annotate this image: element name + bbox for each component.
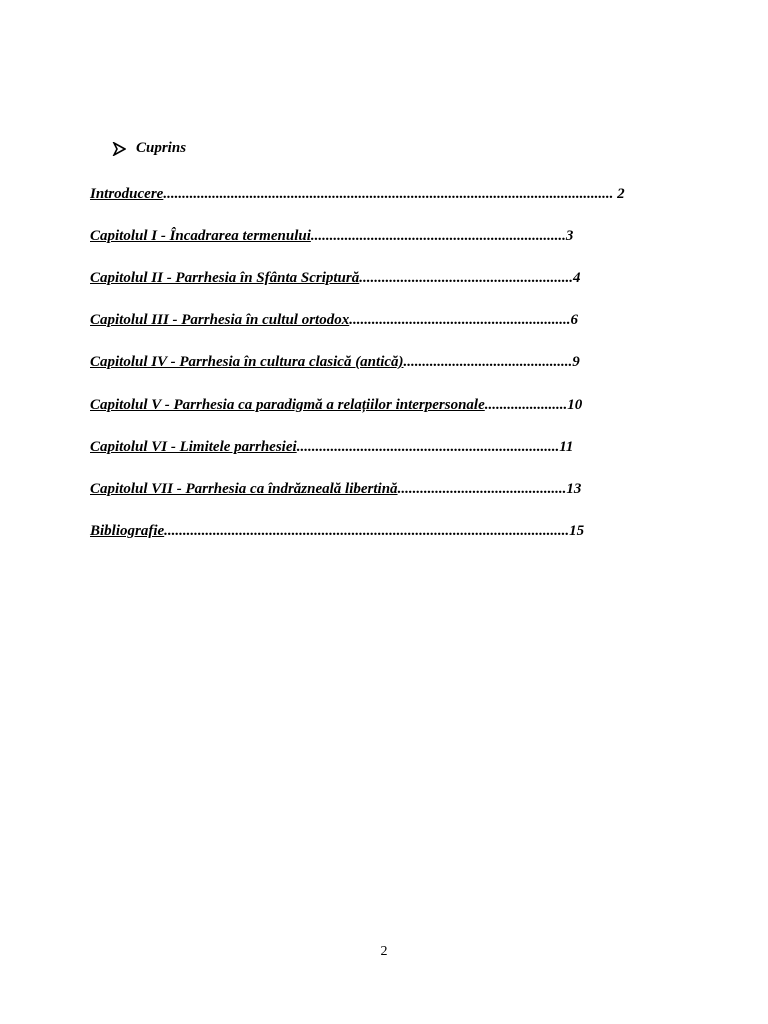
toc-entry-bibliography[interactable] bbox=[90, 522, 584, 540]
toc-entry-leader: ............................................. bbox=[397, 481, 567, 497]
toc-entry-page: 3 bbox=[565, 228, 574, 244]
toc-entry-page: 6 bbox=[570, 312, 578, 328]
toc-entry-title: Bibliografie bbox=[90, 523, 165, 539]
toc-entry-chapter-6[interactable] bbox=[90, 438, 573, 456]
toc-entry-chapter-4[interactable] bbox=[90, 353, 580, 371]
toc-entry-leader: ......................................................... bbox=[359, 270, 573, 286]
toc-heading bbox=[112, 140, 186, 157]
toc-entry-chapter-3[interactable] bbox=[90, 311, 578, 329]
toc-entry-leader: ............................................................................................................ bbox=[164, 523, 570, 539]
toc-entry-chapter-1[interactable] bbox=[90, 227, 573, 245]
toc-entry-leader: ........................................................... bbox=[349, 312, 571, 328]
toc-entry-chapter-2[interactable] bbox=[90, 269, 581, 287]
toc-entry-title: Capitolul V - Parrhesia ca paradigmă a relațiilor interpersonale bbox=[90, 397, 485, 413]
toc-entry-introduction[interactable] bbox=[90, 185, 625, 203]
toc-entry-title: Capitolul II - Parrhesia în Sfânta Scriptură bbox=[90, 270, 360, 286]
toc-entry-title: Capitolul VI - Limitele parrhesiei bbox=[90, 439, 297, 455]
page-number: 2 bbox=[380, 944, 388, 959]
toc-entry-page: 4 bbox=[573, 270, 581, 286]
toc-entry-page: 9 bbox=[572, 354, 580, 370]
toc-entry-title: Capitolul IV - Parrhesia în cultura clasică (antică) bbox=[90, 354, 404, 370]
toc-entry-leader: ...................................................................... bbox=[296, 439, 560, 455]
toc-entry-leader: .................................................................... bbox=[310, 228, 566, 244]
toc-entry-title: Capitolul III - Parrhesia în cultul ortodox bbox=[90, 312, 350, 328]
toc-entry-chapter-7[interactable] bbox=[90, 480, 581, 498]
toc-entry-title: Capitolul VII - Parrhesia ca îndrăzneală libertină bbox=[90, 481, 398, 497]
toc-entry-page: 15 bbox=[569, 523, 585, 539]
toc-entry-leader: ...................... bbox=[484, 397, 568, 413]
toc-entry-title: Introducere bbox=[90, 186, 164, 202]
toc-entry-page: 13 bbox=[566, 481, 582, 497]
toc-entry-page: 10 bbox=[567, 397, 583, 413]
toc-entry-page: 11 bbox=[559, 439, 574, 455]
toc-entry-page: 2 bbox=[613, 186, 625, 202]
toc-entry-leader: ............................................. bbox=[403, 354, 573, 370]
toc-entry-leader: ........................................................................................................................ bbox=[163, 186, 614, 202]
toc-entry-title: Capitolul I - Încadrarea termenului bbox=[90, 228, 311, 244]
toc-entry-chapter-5[interactable] bbox=[90, 396, 582, 414]
toc-heading-label: Cuprins bbox=[136, 140, 187, 156]
arrowhead-bullet-icon bbox=[112, 142, 126, 156]
